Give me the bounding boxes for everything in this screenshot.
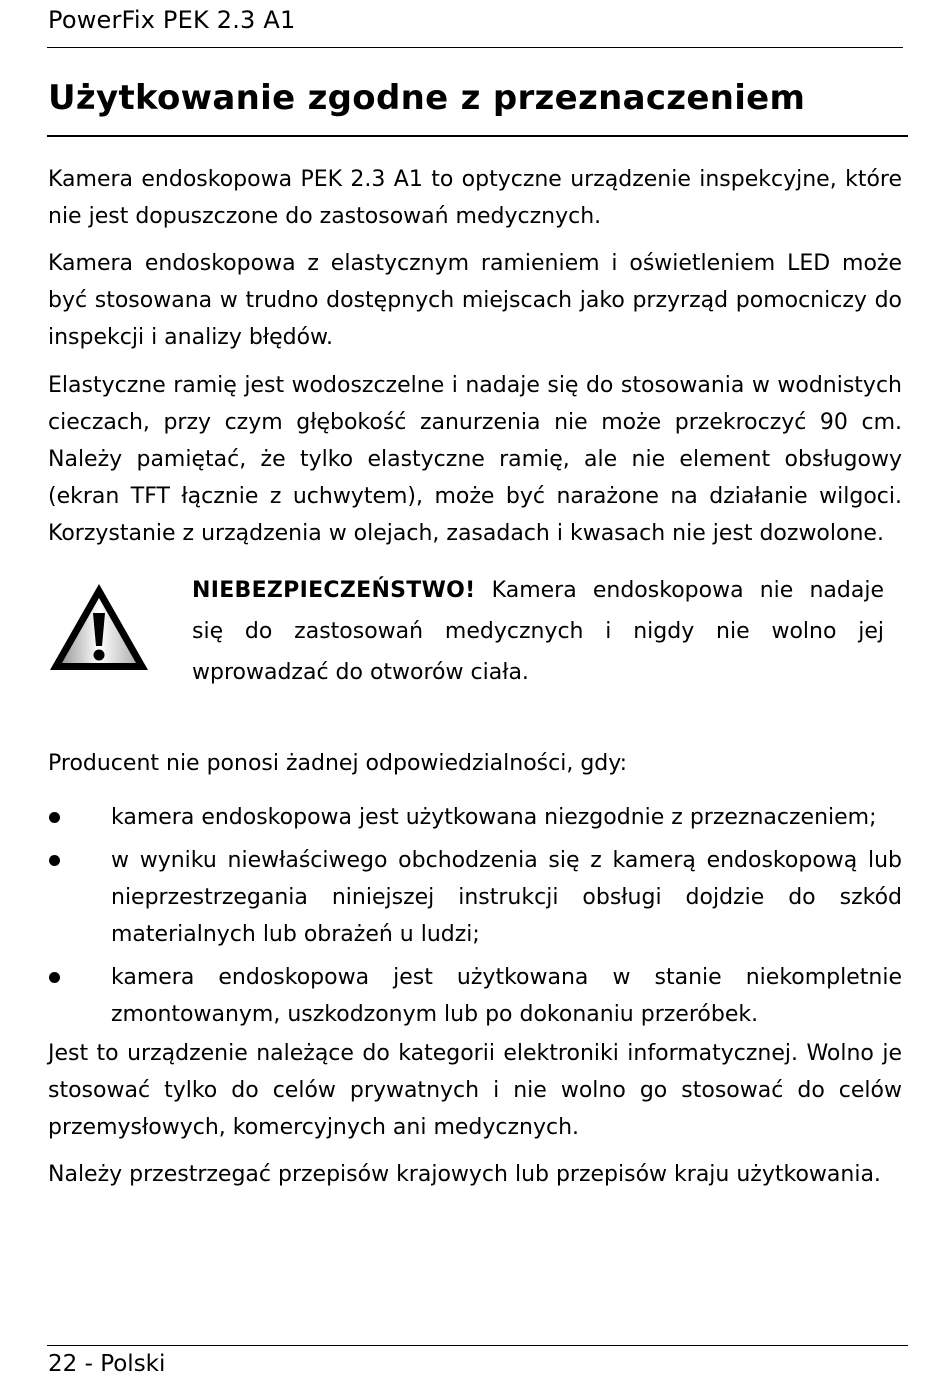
section-title: Użytkowanie zgodne z przeznaczeniem [48,78,806,118]
list-item [48,842,902,953]
running-header: PowerFix PEK 2.3 A1 [48,6,296,34]
page-number-footer: 22 - Polski [48,1351,166,1377]
liability-intro: Producent nie ponosi żadnej odpowiedzialności, gdy: [48,751,628,776]
header-rule [47,47,903,48]
paragraph-purpose: Kamera endoskopowa PEK 2.3 A1 to optyczne urządzenie inspekcyjne, które nie jest dopuszczone do zastosowań medycznych. [48,167,902,229]
footer-rule [47,1345,908,1346]
paragraph-regulations: Należy przestrzegać przepisów krajowych lub przepisów kraju użytkowania. [48,1162,881,1187]
paragraph-usage: Kamera endoskopowa z elastycznym ramieniem i oświetleniem LED może być stosowana w trudno dostępnych miejscach jako przyrząd pomocniczy do inspekcji i analizy błędów. [48,251,902,350]
bullet-icon [49,855,60,866]
list-item [48,959,902,1033]
list-item [48,799,902,836]
warning-triangle-icon [46,580,152,676]
warning-message: Kamera endoskopowa nie nadaje się do zastosowań medycznych i nigdy nie wolno jej wprowadzać do otworów ciała. [192,578,884,685]
bullet-icon [49,972,60,983]
warning-note [192,570,884,693]
bullet-icon [49,812,60,823]
warning-label: NIEBEZPIECZEŃSTWO! [192,578,476,603]
liability-list [48,799,902,1039]
list-item-text: kamera endoskopowa jest użytkowana w stanie niekompletnie zmontowanym, uszkodzonym lub po dokonaniu przeróbek. [111,965,902,1027]
paragraph-category: Jest to urządzenie należące do kategorii elektroniki informatycznej. Wolno je stosować tylko do celów prywatnych i nie wolno go stosować do celów przemysłowych, komercyjnych ani medycznych. [48,1041,902,1140]
paragraph-waterproof: Elastyczne ramię jest wodoszczelne i nadaje się do stosowania w wodnistych cieczach, przy czym głębokość zanurzenia nie może przekroczyć 90 cm. Należy pamiętać, że tylko elastyczne ramię, ale nie element obsługowy (ekran TFT łącznie z uchwytem), może być narażone na działanie wilgoci. Korzystanie z urządzenia w olejach, zasadach i kwasach nie jest dozwolone. [48,373,902,546]
list-item-text: kamera endoskopowa jest użytkowana niezgodnie z przeznaczeniem; [111,805,877,830]
title-rule [47,135,908,137]
list-item-text: w wyniku niewłaściwego obchodzenia się z kamerą endoskopową lub nieprzestrzegania niniejszej instrukcji obsługi dojdzie do szkód materialnych lub obrażeń u ludzi; [111,848,902,947]
